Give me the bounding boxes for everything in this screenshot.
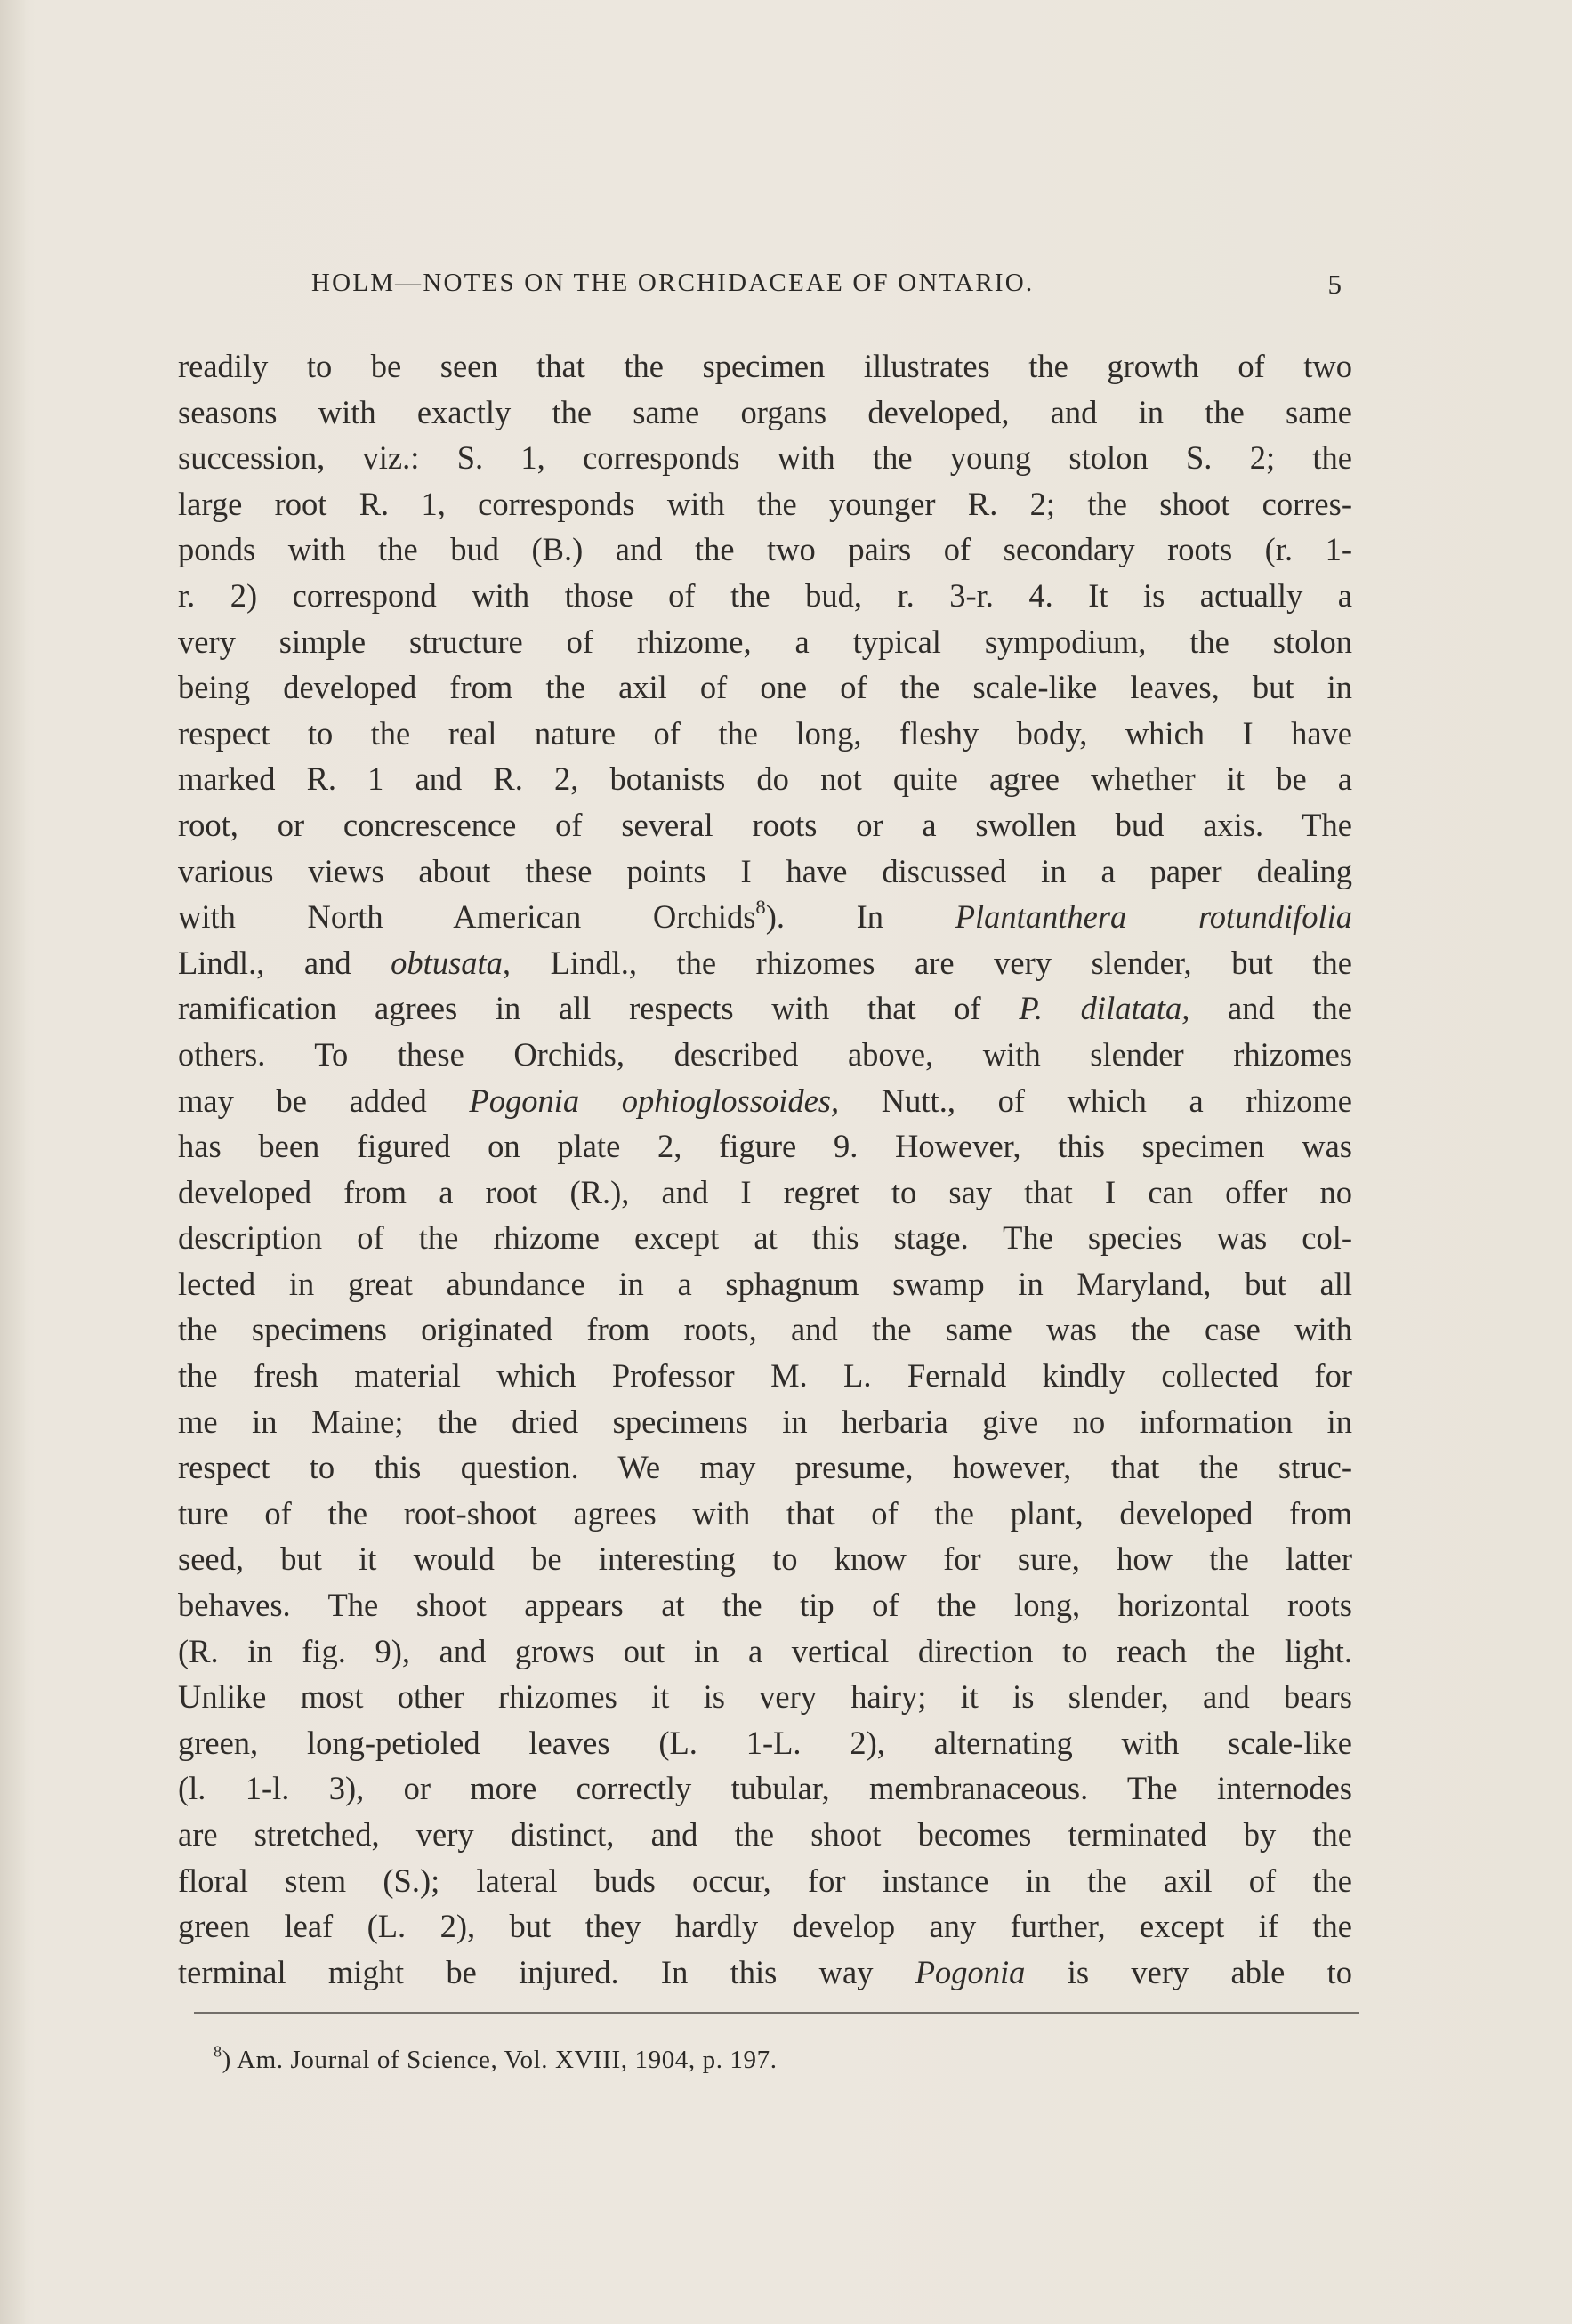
italic-term: Pogonia	[915, 1953, 1026, 1990]
text-line	[178, 940, 1352, 986]
running-title: HOLM—NOTES ON THE ORCHIDACEAE OF ONTARIO.	[311, 269, 1035, 297]
text-line: seed, but it would be interesting to know for sure, how the latter	[178, 1540, 1352, 1578]
text-line: being developed from the axil of one of the scale-like leaves, but in	[178, 669, 1352, 706]
text-segment: and the	[1189, 990, 1352, 1027]
footnote-text: Am. Journal of Science, Vol. XVIII, 1904, p. 197.	[237, 2046, 778, 2074]
text-line: green, long-petioled leaves (L. 1-L. 2), alternating with scale-like	[178, 1724, 1352, 1761]
text-line: the fresh material which Professor M. L. Fernald kindly collected for	[178, 1357, 1352, 1395]
text-segment: may be added	[178, 1082, 470, 1119]
text-line: me in Maine; the dried specimens in herbaria give no information in	[178, 1403, 1352, 1440]
footnote-marker: 8	[214, 2042, 222, 2061]
text-segment: ). In	[765, 898, 955, 936]
footnote-rule	[194, 2012, 1359, 2014]
text-line	[178, 1078, 1352, 1124]
italic-term: obtusata,	[391, 944, 512, 981]
text-line: large root R. 1, corresponds with the younger R. 2; the shoot corres-	[178, 485, 1352, 522]
italic-term: P. dilatata,	[1019, 990, 1190, 1027]
text-line	[178, 985, 1352, 1032]
text-line	[178, 894, 1352, 940]
text-line: succession, viz.: S. 1, corresponds with the young stolon S. 2; the	[178, 439, 1352, 477]
text-line: lected in great abundance in a sphagnum swamp in Maryland, but all	[178, 1265, 1352, 1302]
text-line: various views about these points I have discussed in a paper dealing	[178, 852, 1352, 889]
running-head	[178, 269, 1352, 304]
text-segment: ramification agrees in all respects with that of	[178, 990, 1020, 1027]
text-segment: with North American Orchids	[178, 898, 756, 936]
footnote-reference: 8	[755, 896, 766, 919]
text-line: green leaf (L. 2), but they hardly develop any further, except if the	[178, 1908, 1352, 1945]
text-line: behaves. The shoot appears at the tip of the long, horizontal roots	[178, 1587, 1352, 1624]
text-line: the specimens originated from roots, and the same was the case with	[178, 1311, 1352, 1348]
text-line: (R. in fig. 9), and grows out in a vertical direction to reach the light.	[178, 1632, 1352, 1669]
text-line: (l. 1-l. 3), or more correctly tubular, membranaceous. The internodes	[178, 1770, 1352, 1807]
text-line: ponds with the bud (B.) and the two pairs of secondary roots (r. 1-	[178, 531, 1352, 568]
text-line: has been figured on plate 2, figure 9. However, this specimen was	[178, 1128, 1352, 1165]
text-segment: Nutt., of which a rhizome	[839, 1082, 1352, 1119]
page-number: 5	[1327, 269, 1342, 300]
page-gutter-shadow	[0, 0, 25, 2324]
text-line: others. To these Orchids, described above, with slender rhizomes	[178, 1035, 1352, 1073]
footnote-paren: )	[222, 2046, 238, 2074]
italic-term: Pogonia ophioglossoides,	[469, 1082, 840, 1119]
text-line	[178, 1950, 1352, 1996]
text-segment: Lindl., and	[178, 944, 391, 981]
text-line: r. 2) correspond with those of the bud, r. 3-r. 4. It is actually a	[178, 576, 1352, 614]
text-line: respect to the real nature of the long, fleshy body, which I have	[178, 714, 1352, 752]
text-line: seasons with exactly the same organs developed, and in the same	[178, 393, 1352, 430]
text-line: Unlike most other rhizomes it is very hairy; it is slender, and bears	[178, 1678, 1352, 1716]
text-line: respect to this question. We may presume, however, that the struc-	[178, 1449, 1352, 1486]
text-segment: terminal might be injured. In this way	[178, 1953, 915, 1990]
body-text	[178, 343, 1352, 1995]
text-line: floral stem (S.); lateral buds occur, for instance in the axil of the	[178, 1862, 1352, 1899]
footnote	[214, 2042, 778, 2075]
text-line: very simple structure of rhizome, a typical sympodium, the stolon	[178, 623, 1352, 660]
text-line: root, or concrescence of several roots or a swollen bud axis. The	[178, 806, 1352, 843]
text-line: readily to be seen that the specimen illustrates the growth of two	[178, 348, 1352, 384]
text-line: developed from a root (R.), and I regret to say that I can offer no	[178, 1173, 1352, 1210]
text-line: marked R. 1 and R. 2, botanists do not quite agree whether it be a	[178, 760, 1352, 798]
text-line: ture of the root-shoot agrees with that of the plant, developed from	[178, 1494, 1352, 1532]
italic-term: Plantanthera rotundifolia	[955, 898, 1352, 936]
text-line: are stretched, very distinct, and the shoot becomes terminated by the	[178, 1816, 1352, 1853]
text-segment: is very able to	[1025, 1953, 1352, 1990]
text-segment: Lindl., the rhizomes are very slender, but the	[511, 944, 1352, 981]
text-line: description of the rhizome except at this stage. The species was col-	[178, 1219, 1352, 1257]
